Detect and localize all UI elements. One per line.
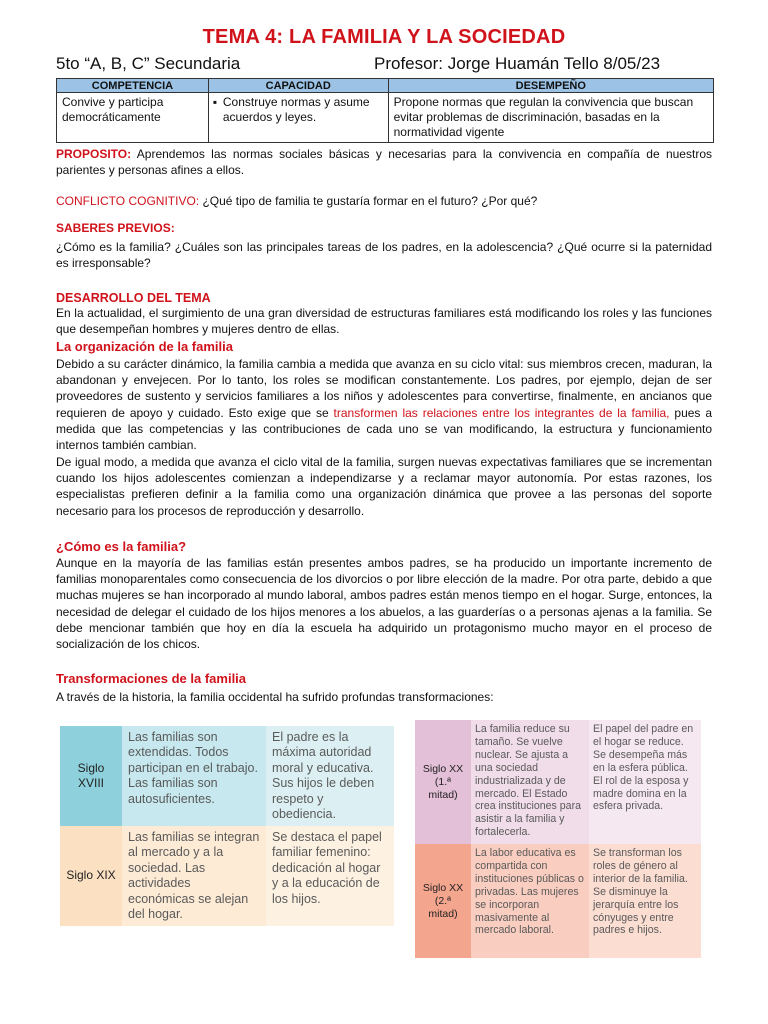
como-heading-text: ¿Cómo es la familia? [56, 539, 187, 554]
figure-row-siglo-xix [60, 826, 394, 926]
title-prefix: TEMA 4: [202, 26, 284, 48]
org-p1-b: pues a medida que las competencias y las contribuciones de cada uno se van modificando, la estructura y funcionamiento internos también cambian. [56, 405, 712, 453]
header-desempeno: DESEMPEÑO [388, 79, 713, 93]
competency-table-header [57, 79, 714, 93]
figure-row-siglo-xx-2 [415, 844, 701, 958]
bullet-icon: ▪ [212, 95, 218, 109]
desarrollo-heading [56, 290, 712, 306]
org-heading-text: La organización de la familia [56, 339, 233, 354]
org-p1-highlight: transformen las relaciones entre los integrantes de la familia, [333, 405, 670, 420]
figure-cell [471, 720, 589, 844]
figure-centuries-18-19 [60, 726, 394, 926]
saberes-label: SABERES PREVIOS: [56, 221, 175, 235]
org-heading [56, 339, 712, 355]
capacidad-text: Construye normas y asume acuerdos y leyes. [222, 95, 370, 124]
grade-label: 5to “A, B, C” Secundaria [56, 54, 241, 73]
title-main: LA FAMILIA Y LA SOCIEDAD [283, 26, 566, 48]
subtitle-row [56, 54, 716, 76]
figure-cell-text: El papel del padre en el hogar se reduce. Se desempeña más en la esfera pública. El rol de la esposa y madre domina en la esfera privada. [593, 723, 694, 813]
figure-cell [122, 826, 266, 926]
figure-cell-text: La familia reduce su tamaño. Se vuelve nuclear. Se ajusta a una sociedad industrializada y de mercado. El Estado crea instituciones para asistir a la familia y fortalecerla. [475, 723, 581, 839]
trans-heading [56, 671, 712, 687]
century-text: Siglo XX [422, 762, 464, 775]
trans-heading-text: Transformaciones de la familia [56, 671, 247, 686]
figure-cell-text: Las familias se integran al mercado y a la sociedad. Las actividades económicas se alejan del hogar. [128, 830, 260, 922]
org-paragraph-2: De igual modo, a medida que avanza el ciclo vital de la familia, surgen nuevas expectativas familiares que se incrementan cuando los hijos adolescentes comienzan a independizarse y a reclamar mayor autonomía. Por estas razones, los especialistas prefieren definir a la familia como una organización dinámica que provee a las personas del soporte necesario para los procesos de reproducción y desarrollo. [56, 455, 712, 518]
figure-cell [266, 826, 394, 926]
conflicto-text: ¿Qué tipo de familia te gustaría formar en el futuro? ¿Por qué? [199, 194, 538, 208]
figure-cell [266, 726, 394, 826]
century-text: Siglo XX [422, 881, 464, 894]
figure-cell [471, 844, 589, 958]
century-label [415, 720, 471, 844]
conflicto-paragraph [56, 193, 712, 209]
saberes-heading [56, 220, 712, 236]
figure-cell-text: Las familias son extendidas. Todos participan en el trabajo. Las familias son autosuficientes. [128, 730, 258, 806]
figure-cell [589, 844, 701, 958]
cell-desempeno: Propone normas que regulan la convivencia que buscan evitar problemas de discriminación, basadas en la normatividad vigente [388, 93, 713, 143]
figure-row-siglo-xviii [60, 726, 394, 826]
como-paragraph: Aunque en la mayoría de las familias están presentes ambos padres, se ha producido un importante incremento de familias monoparentales como consecuencia de los divorcios o por libre elección de la madre. Por otra parte, debido a que muchas mujeres se han incorporado al mundo laboral, ambos padres están menos tiempo en el hogar. Surge, entonces, la necesidad de delegar el cuidado de los hijos menores a los abuelos, a las guarderías o a personas ajenas a la familia. Se debe mencionar también que hoy en día la escuela ha adquirido un protagonismo mucho mayor en el proceso de socialización de los chicos. [56, 556, 712, 652]
figure-cell-text: Se destaca el papel familiar femenino: dedicación al hogar y a la educación de los hijos. [272, 830, 382, 906]
century-text: Siglo XVIII [77, 760, 105, 790]
proposito-text: Aprendemos las normas sociales básicas y necesarias para la convivencia en compañía de nuestros parientes y personas afines a ellos. [56, 147, 712, 178]
century-sub-text: (2.ª mitad) [428, 894, 458, 920]
century-text: Siglo XIX [66, 868, 116, 883]
org-p1-a: Debido a su carácter dinámico, la familia cambia a medida que avanza en su ciclo vital: sus miembros crecen, maduran, la abandonan y envejecen. Por lo tanto, los roles se modifican constantemente. Los padres, por ejemplo, dejan de ser proveedores de sustento y servicios familiares a los niños y adolescentes para convertirse, finalmente, en ancianos que requieren de apoyo y cuidado. Esto exige que se [56, 357, 712, 420]
proposito-label: PROPOSITO: [56, 147, 132, 161]
figure-cell [589, 720, 701, 844]
org-paragraph-1 [56, 356, 712, 453]
figure-cell-text: Se transforman los roles de género al interior de la familia. Se disminuye la jerarquía entre los cónyuges y entre padres e hijos. [593, 847, 688, 937]
cell-capacidad [208, 93, 388, 143]
figure-cell-text: La labor educativa es compartida con instituciones públicas o privadas. Las mujeres se incorporan masivamente al mercado laboral. [475, 847, 584, 937]
figure-cell [122, 726, 266, 826]
page-title [0, 26, 768, 49]
como-heading [56, 539, 712, 555]
conflicto-label: CONFLICTO COGNITIVO: [56, 194, 200, 208]
figure-cell-text: El padre es la máxima autoridad moral y educativa. Sus hijos le deben respeto y obediencia. [272, 730, 375, 822]
trans-intro: A través de la historia, la familia occidental ha sufrido profundas transformaciones: [56, 690, 494, 704]
figure-row-siglo-xx-1 [415, 720, 701, 844]
header-capacidad: CAPACIDAD [208, 79, 388, 93]
century-sub-text: (1.ª mitad) [428, 775, 458, 801]
century-label [415, 844, 471, 958]
figure-century-20 [415, 720, 701, 958]
century-label [60, 826, 122, 926]
saberes-paragraph: ¿Cómo es la familia? ¿Cuáles son las principales tareas de los padres, en la adolescencia? ¿Qué ocurre si la paternidad es irresponsable? [56, 240, 712, 271]
desarrollo-intro: En la actualidad, el surgimiento de una gran diversidad de estructuras familiares está modificando los roles y las funciones que desempeñan hombres y mujeres dentro de ellas. [56, 306, 712, 337]
teacher-label: Profesor: Jorge Huamán Tello 8/05/23 [374, 54, 661, 73]
century-label [60, 726, 122, 826]
table-row [57, 93, 714, 143]
desarrollo-label: DESARROLLO DEL TEMA [56, 291, 211, 305]
cell-competencia: Convive y participa democráticamente [57, 93, 209, 143]
competency-table [56, 78, 714, 143]
proposito-paragraph [56, 146, 712, 178]
header-competencia: COMPETENCIA [57, 79, 209, 93]
